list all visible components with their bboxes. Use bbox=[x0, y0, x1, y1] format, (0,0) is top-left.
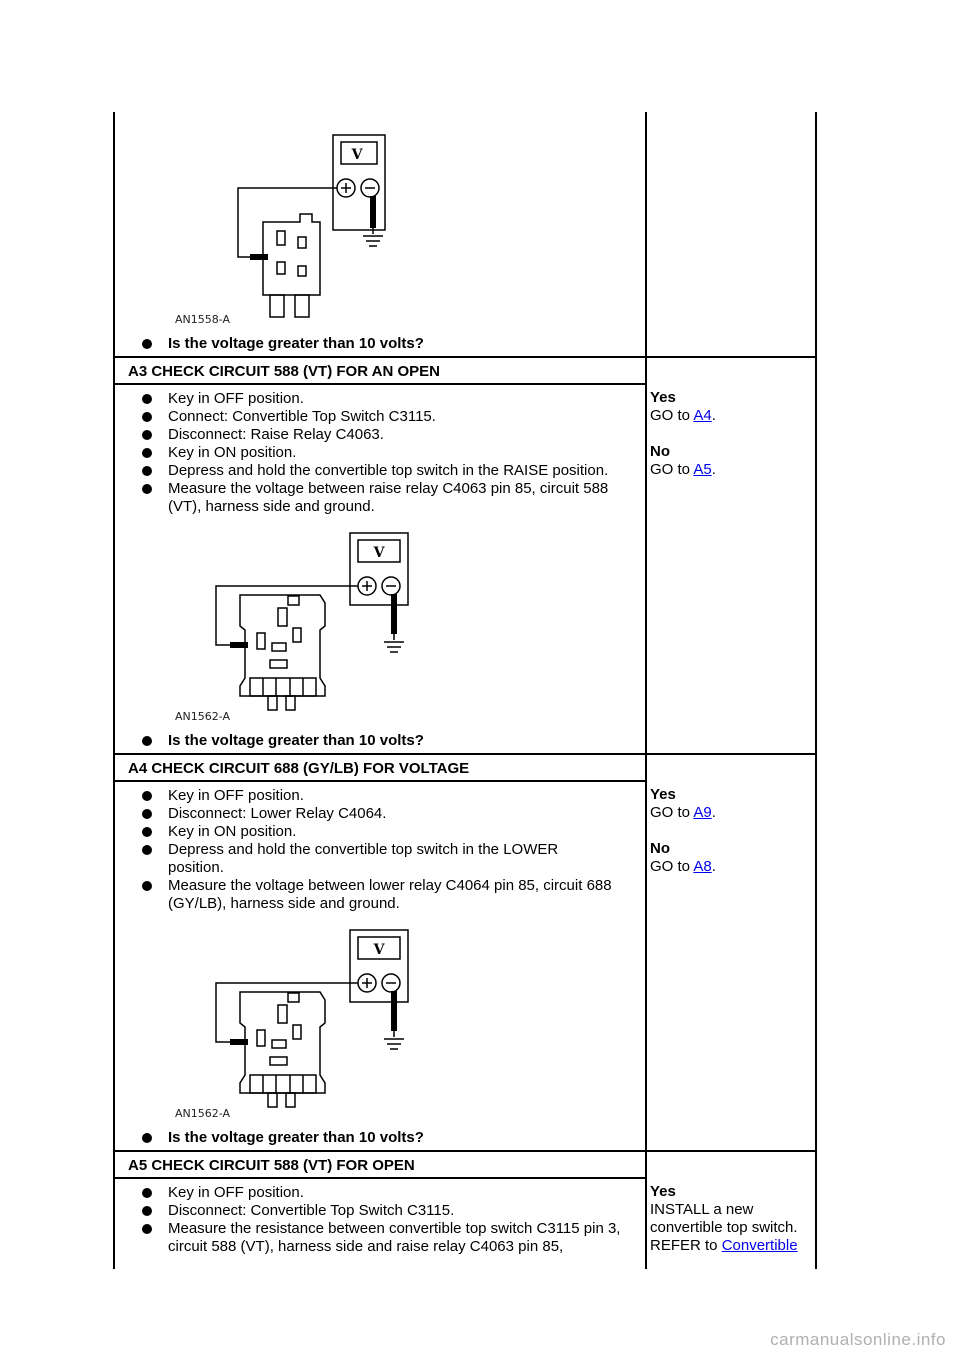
list-item: Key in OFF position. bbox=[140, 787, 635, 805]
list-item: Disconnect: Lower Relay C4064. bbox=[140, 805, 635, 823]
list-item: Depress and hold the convertible top switch in the LOWER position. bbox=[140, 841, 588, 877]
link-a9[interactable]: A9 bbox=[693, 804, 712, 821]
watermark: carmanualsonline.info bbox=[770, 1330, 946, 1349]
yes-label: Yes bbox=[650, 786, 676, 803]
wiring-diagram-an1558 bbox=[170, 130, 420, 330]
list-item: Key in OFF position. bbox=[140, 1184, 635, 1202]
wiring-diagram-an1562-a4 bbox=[170, 925, 420, 1125]
list-item: Key in ON position. bbox=[140, 823, 635, 841]
figure-code: AN1562-A bbox=[175, 710, 230, 723]
answer-a5 bbox=[650, 1183, 815, 1255]
title-underline-a4 bbox=[113, 780, 647, 782]
list-item: Connect: Convertible Top Switch C3115. bbox=[140, 408, 635, 426]
no-label: No bbox=[650, 443, 670, 460]
step-title-a4: A4 CHECK CIRCUIT 688 (GY/LB) FOR VOLTAGE bbox=[128, 760, 470, 777]
list-item: Disconnect: Raise Relay C4063. bbox=[140, 426, 635, 444]
list-item: Measure the resistance between convertible top switch C3115 pin 3, circuit 588 (VT), harness side and raise relay C4063 pin 85, bbox=[140, 1220, 635, 1256]
meter-label: V bbox=[373, 545, 385, 561]
link-a5[interactable]: A5 bbox=[693, 461, 712, 478]
yes-prefix: GO to bbox=[650, 804, 691, 821]
figure-code: AN1558-A bbox=[175, 313, 230, 326]
question-a3: Is the voltage greater than 10 volts? bbox=[140, 732, 424, 750]
table-left-border bbox=[113, 112, 115, 1269]
no-prefix: GO to bbox=[650, 461, 691, 478]
link-a4[interactable]: A4 bbox=[693, 407, 712, 424]
row-divider-a5 bbox=[113, 1150, 817, 1152]
step-list-a5 bbox=[140, 1184, 635, 1256]
yes-label: Yes bbox=[650, 1183, 676, 1200]
link-convertible[interactable]: Convertible bbox=[721, 1237, 798, 1254]
no-prefix: GO to bbox=[650, 858, 691, 875]
yes-prefix: GO to bbox=[650, 407, 691, 424]
wiring-diagram-an1562-a3 bbox=[170, 528, 420, 728]
no-suffix: . bbox=[711, 858, 716, 875]
step-title-a3: A3 CHECK CIRCUIT 588 (VT) FOR AN OPEN bbox=[128, 363, 440, 380]
meter-label: V bbox=[351, 147, 363, 163]
yes-suffix: . bbox=[711, 804, 716, 821]
list-item: Depress and hold the convertible top switch in the RAISE position. bbox=[140, 462, 635, 480]
title-underline-a3 bbox=[113, 383, 647, 385]
yes-suffix: . bbox=[711, 407, 716, 424]
yes-text: INSTALL a new convertible top switch. REFER to bbox=[650, 1201, 798, 1254]
yes-label: Yes bbox=[650, 389, 676, 406]
no-suffix: . bbox=[711, 461, 716, 478]
step-list-a4 bbox=[140, 787, 635, 913]
list-item: Measure the voltage between raise relay C4063 pin 85, circuit 588 (VT), harness side and ground. bbox=[140, 480, 635, 516]
step-title-a5: A5 CHECK CIRCUIT 588 (VT) FOR OPEN bbox=[128, 1157, 415, 1174]
list-item: Disconnect: Convertible Top Switch C3115. bbox=[140, 1202, 635, 1220]
answer-a4 bbox=[650, 786, 815, 876]
question-a4: Is the voltage greater than 10 volts? bbox=[140, 1129, 424, 1147]
list-item: Key in OFF position. bbox=[140, 390, 635, 408]
figure-code: AN1562-A bbox=[175, 1107, 230, 1120]
step-list-a3 bbox=[140, 390, 635, 516]
table-column-divider bbox=[645, 112, 647, 1269]
title-underline-a5 bbox=[113, 1177, 647, 1179]
link-a8[interactable]: A8 bbox=[693, 858, 712, 875]
row-divider-a4 bbox=[113, 753, 817, 755]
meter-label: V bbox=[373, 942, 385, 958]
answer-a3 bbox=[650, 389, 815, 479]
row-divider-a3 bbox=[113, 356, 817, 358]
question-figure1: Is the voltage greater than 10 volts? bbox=[140, 335, 424, 353]
table-right-border bbox=[815, 112, 817, 1269]
list-item: Measure the voltage between lower relay C4064 pin 85, circuit 688 (GY/LB), harness side and ground. bbox=[140, 877, 613, 913]
list-item: Key in ON position. bbox=[140, 444, 635, 462]
no-label: No bbox=[650, 840, 670, 857]
